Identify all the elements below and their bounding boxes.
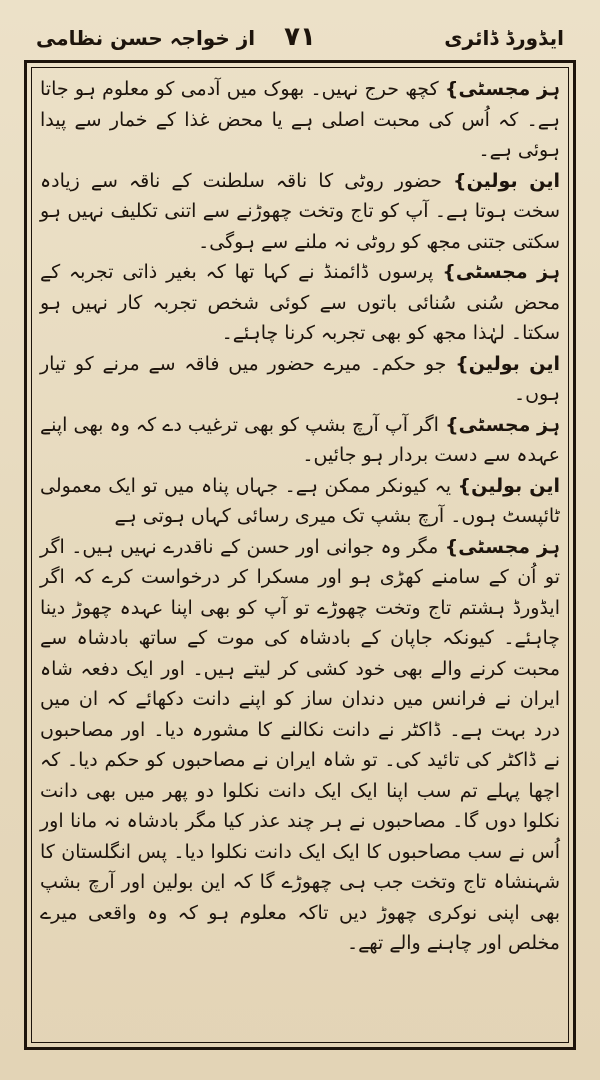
speaker-bracket: } [455, 352, 469, 375]
speaker-bracket: } [444, 535, 459, 558]
running-title: ایڈورڈ ڈائری [444, 26, 564, 50]
speaker-name: این بولین [471, 474, 560, 497]
body-text [40, 74, 560, 1034]
dialogue-text: مگر وہ جوانی اور حسن کے ناقدرے نہیں ہیں۔ اگر تو اُن کے سامنے کھڑی ہو اور مسکرا کر درخواست کرے کہ اگر ایڈورڈ ہشتم تاج وتخت چھوڑے تو آپ کو بھی اپنا عہدہ چھوڑ دینا چاہئے۔ کیونکہ جاپان کے بادشاہ کی موت کے ساتھ بادشاہ سے محبت کرنے والے بھی خود کشی کر لیتے ہیں۔ اور ایک دفعہ شاہ ایران نے فرانس میں دندان ساز کو اپنے دانت دکھائے کہ ان میں درد بہت ہے۔ ڈاکٹر نے دانت نکالنے کا مشورہ دیا۔ اور مصاحبوں نے ڈاکٹر کی تائید کی۔ تو شاہ ایران نے مصاحبوں کو حکم دیا۔ کہ اچھا پہلے تم سب اپنا ایک ایک دانت نکلوا دو پھر میں بھی دانت نکلوا دوں گا۔ مصاحبوں نے ہر چند عذر کیا مگر بادشاہ نہ مانا اور اُس نے سب مصاحبوں کا ایک ایک دانت نکلوا دیا۔ پس انگلستان کا شہنشاہ تاج وتخت جب ہی چھوڑے گا کہ این بولین اور آرچ بشپ بھی اپنی نوکری چھوڑ دیں تاکہ معلوم ہو کہ وہ واقعی میرے مخلص اور چاہنے والے تھے۔ [40, 535, 560, 954]
dialogue-text: اگر آپ آرچ بشپ کو بھی ترغیب دے کہ وہ بھی اپنے عہدہ سے دست بردار ہو جائیں۔ [40, 413, 560, 466]
dialogue-paragraph [40, 166, 560, 258]
author-name: از خواجہ حسن نظامی [36, 26, 256, 50]
speaker-name: این بولین [468, 352, 560, 375]
speaker-bracket: } [445, 413, 459, 436]
dialogue-text: پرسوں ڈائمنڈ نے کہا تھا کہ بغیر ذاتی تجربہ کے محض سُنی سُنائی باتوں سے کوئی شخص تجربہ کار نہیں ہو سکتا۔ لہٰذا مجھ کو بھی تجربہ کرنا چاہئے۔ [40, 261, 560, 344]
dialogue-text: کچھ حرج نہیں۔ بھوک میں آدمی کو معلوم ہو جاتا ہے۔ کہ اُس کی محبت اصلی ہے یا محض غذا کے خمار سے پیدا ہوئی ہے۔ [40, 78, 560, 161]
speaker-bracket: } [453, 169, 467, 192]
dialogue-paragraph [40, 74, 560, 166]
dialogue-text: حضور روٹی کا ناقہ سلطنت کے ناقہ سے زیادہ سخت ہوتا ہے۔ آپ کو تاج وتخت چھوڑنے سے اتنی تکلیف نہیں ہو سکتی جتنی مجھ کو روٹی نہ ملنے سے ہوگی۔ [40, 169, 560, 253]
page-number: ۷۱ [284, 22, 316, 52]
speaker-name: این بولین [466, 169, 560, 192]
page-header [36, 22, 564, 56]
speaker-name: ہز مجسٹی [458, 535, 560, 558]
speaker-bracket: } [442, 261, 456, 283]
speaker-name: ہز مجسٹی [458, 413, 560, 436]
speaker-bracket: } [444, 78, 459, 100]
dialogue-text: یہ کیونکر ممکن ہے۔ جہاں پناہ میں تو ایک معمولی ٹائپسٹ ہوں۔ آرچ بشپ تک میری رسائی کہاں ہوتی ہے [40, 474, 560, 527]
speaker-bracket: } [457, 474, 472, 497]
speaker-name: ہز مجسٹی [455, 261, 560, 283]
dialogue-text: جو حکم۔ میرے حضور میں فاقہ سے مرنے کو تیار ہوں۔ [40, 352, 560, 405]
dialogue-paragraph [40, 349, 560, 410]
speaker-name: ہز مجسٹی [458, 78, 561, 100]
dialogue-paragraph [40, 471, 560, 532]
dialogue-paragraph [40, 532, 560, 959]
dialogue-paragraph [40, 410, 560, 471]
dialogue-paragraph [40, 257, 560, 349]
